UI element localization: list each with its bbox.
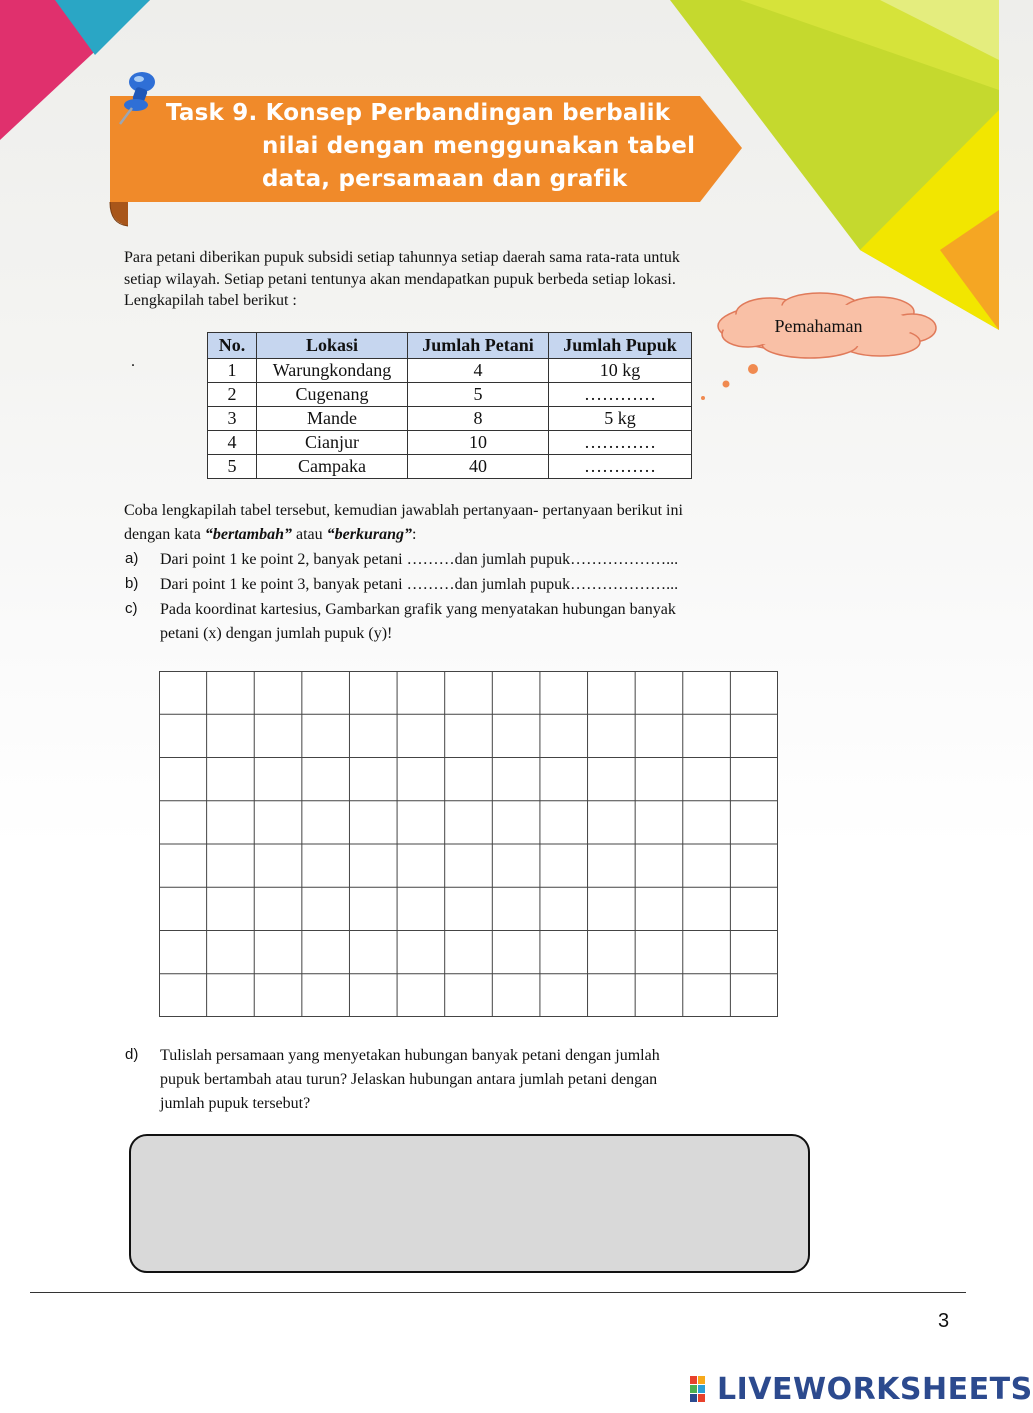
page-number: 3 bbox=[938, 1310, 950, 1332]
thought-cloud bbox=[700, 292, 960, 412]
cell-no: 3 bbox=[208, 407, 257, 431]
instructions-prefix: dengan kata bbox=[124, 526, 205, 543]
cell-lokasi: Warungkondang bbox=[257, 359, 408, 383]
liveworksheets-logo-icon bbox=[690, 1376, 714, 1404]
question-c-line-2: petani (x) dengan jumlah pupuk (y)! bbox=[160, 625, 393, 642]
instructions-middle: atau bbox=[291, 526, 327, 543]
table-row bbox=[208, 431, 692, 455]
brand-logo bbox=[690, 1372, 1033, 1407]
title-line-2: nilai dengan menggunakan tabel bbox=[262, 133, 696, 159]
table-header-row bbox=[208, 333, 692, 359]
cell-petani: 8 bbox=[408, 407, 549, 431]
answer-textbox[interactable] bbox=[129, 1134, 810, 1273]
cell-no: 4 bbox=[208, 431, 257, 455]
cartesian-grid[interactable] bbox=[159, 671, 778, 1017]
cell-petani: 40 bbox=[408, 455, 549, 479]
cell-petani: 10 bbox=[408, 431, 549, 455]
question-a-text: Dari point 1 ke point 2, banyak petani ………dan jumlah pupuk………………... bbox=[160, 551, 679, 568]
cell-lokasi: Campaka bbox=[257, 455, 408, 479]
cell-petani: 4 bbox=[408, 359, 549, 383]
table-row bbox=[208, 407, 692, 431]
question-b-text: Dari point 1 ke point 3, banyak petani ………dan jumlah pupuk………………... bbox=[160, 576, 679, 593]
footer-divider bbox=[30, 1292, 966, 1293]
cell-lokasi: Cianjur bbox=[257, 431, 408, 455]
thought-cloud-label: Pemahaman bbox=[774, 316, 863, 336]
cell-no: 1 bbox=[208, 359, 257, 383]
cell-no: 5 bbox=[208, 455, 257, 479]
pushpin-icon bbox=[112, 68, 162, 126]
question-c-label: c) bbox=[125, 600, 138, 617]
cell-lokasi: Cugenang bbox=[257, 383, 408, 407]
cell-lokasi: Mande bbox=[257, 407, 408, 431]
cell-no: 2 bbox=[208, 383, 257, 407]
cell-pupuk: 10 kg bbox=[549, 359, 692, 383]
cell-pupuk-input[interactable]: ………… bbox=[549, 455, 692, 479]
brand-text: LIVEWORKSHEETS bbox=[717, 1372, 1033, 1407]
stray-dot: . bbox=[131, 353, 135, 370]
question-b-label: b) bbox=[125, 575, 139, 592]
data-table bbox=[207, 332, 692, 479]
table-row bbox=[208, 455, 692, 479]
title-line-1: Task 9. Konsep Perbandingan berbalik bbox=[166, 100, 671, 126]
intro-line-1: Para petani diberikan pupuk subsidi setiap tahunnya setiap daerah sama rata-rata untuk bbox=[124, 249, 680, 266]
intro-line-2: setiap wilayah. Setiap petani tentunya akan mendapatkan pupuk berbeda setiap lokasi. bbox=[124, 271, 676, 288]
header-jumlah-petani: Jumlah Petani bbox=[408, 333, 549, 359]
instructions-suffix: : bbox=[412, 526, 417, 543]
table-row bbox=[208, 383, 692, 407]
keyword-berkurang: “berkurang” bbox=[326, 526, 412, 543]
header-jumlah-pupuk: Jumlah Pupuk bbox=[549, 333, 692, 359]
cell-pupuk: 5 kg bbox=[549, 407, 692, 431]
question-d-line-1: Tulislah persamaan yang menyetakan hubungan banyak petani dengan jumlah bbox=[160, 1047, 660, 1064]
cell-pupuk-input[interactable]: ………… bbox=[549, 431, 692, 455]
table-row bbox=[208, 359, 692, 383]
header-lokasi: Lokasi bbox=[257, 333, 408, 359]
intro-line-3: Lengkapilah tabel berikut : bbox=[124, 292, 297, 309]
header-no: No. bbox=[208, 333, 257, 359]
cell-pupuk-input[interactable]: ………… bbox=[549, 383, 692, 407]
cell-petani: 5 bbox=[408, 383, 549, 407]
question-d-label: d) bbox=[125, 1046, 139, 1063]
instructions-line-2 bbox=[124, 524, 416, 545]
question-d-line-2: pupuk bertambah atau turun? Jelaskan hubungan antara jumlah petani dengan bbox=[160, 1071, 658, 1088]
question-d-line-3: jumlah pupuk tersebut? bbox=[160, 1095, 311, 1112]
question-c-line-1: Pada koordinat kartesius, Gambarkan grafik yang menyatakan hubungan banyak bbox=[160, 601, 676, 618]
keyword-bertambah: “bertambah” bbox=[204, 526, 292, 543]
title-line-3: data, persamaan dan grafik bbox=[262, 166, 628, 192]
question-a-label: a) bbox=[125, 550, 139, 567]
instructions-line-1: Coba lengkapilah tabel tersebut, kemudian jawablah pertanyaan- pertanyaan berikut ini bbox=[124, 502, 683, 519]
